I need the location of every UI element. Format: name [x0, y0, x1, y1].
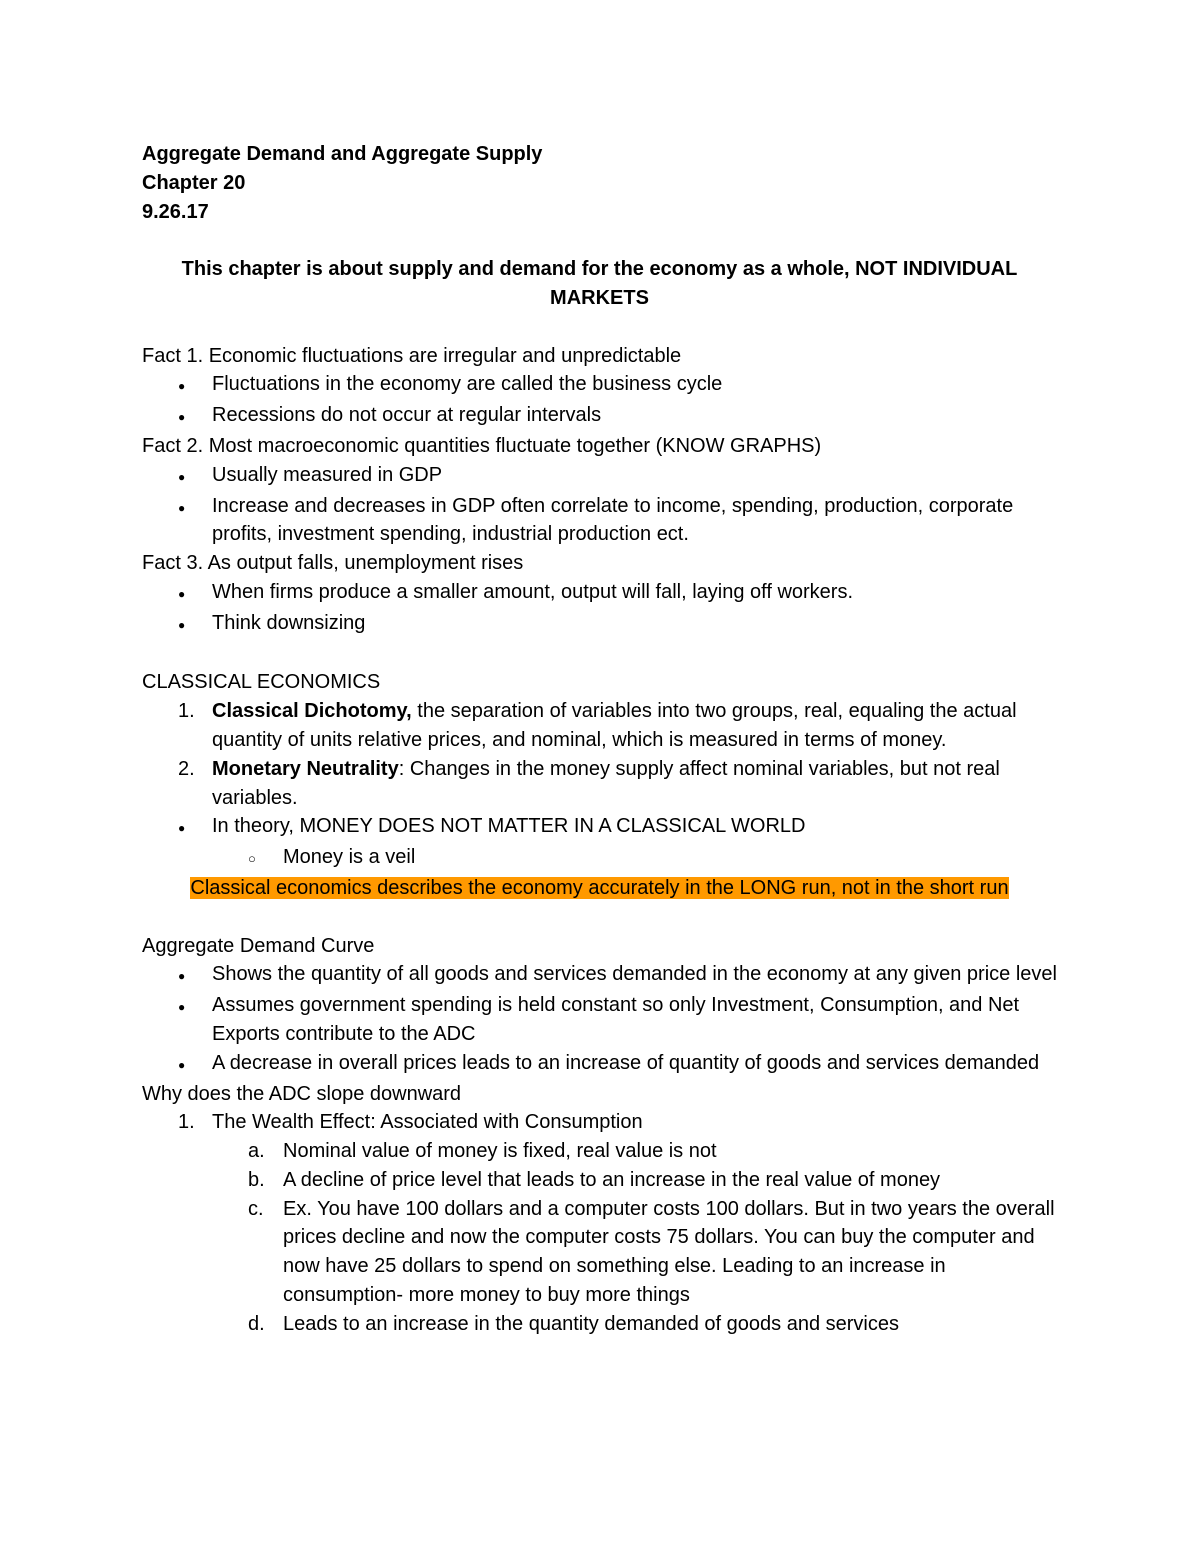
fact-1-bullet-2-text: Recessions do not occur at regular intervals [212, 404, 602, 427]
bullet-icon: ● [178, 617, 186, 632]
classical-item-1-text [212, 697, 1057, 755]
classical-item-2-definition: : Changes in the money supply affect nominal variables, but not real variables. [212, 757, 1000, 809]
highlighted-text: Classical economics describes the economy accurately in the LONG run, not in the short run [190, 876, 1009, 899]
fact-1-bullet-1 [142, 370, 1057, 401]
classical-item-1-definition: the separation of variables into two groups, real, equaling the actual quantity of units relative prices, and nominal, which is measured in terms of money. [212, 700, 1017, 751]
bullet-icon: ● [178, 969, 186, 984]
bullet-icon: ● [178, 469, 186, 484]
classical-sub-bullet-text: Money is a veil [283, 846, 416, 869]
fact-2-bullet-2-text: Increase and decreases in GDP often correlate to income, spending, production, corporate profits, investment spending, industrial production ect. [212, 494, 1014, 546]
fact-2-label: Fact 2. Most macroeconomic quantities fluctuate together (KNOW GRAPHS) [142, 434, 822, 457]
classical-item-2-term: Monetary Neutrality [212, 757, 399, 780]
fact-3-label: Fact 3. As output falls, unemployment rises [142, 552, 524, 575]
classical-item-1-term: Classical Dichotomy, [212, 700, 412, 723]
adc-bullet-1 [142, 960, 1057, 991]
wealth-effect-sub-b-text: A decline of price level that leads to an increase in the real value of money [283, 1168, 941, 1191]
classical-item-1 [142, 697, 1057, 755]
blank-line [142, 313, 1057, 342]
wealth-effect-sub-c-text: Ex. You have 100 dollars and a computer costs 100 dollars. But in two years the overall prices decline and now the computer costs 75 dollars. You can buy the computer and now have 25 dollars to spend on something else. Leading to an increase in consumption- more money to buy more things [283, 1197, 1055, 1307]
fact-2-bullet-2 [142, 492, 1057, 550]
wealth-effect-label: The Wealth Effect: Associated with Consumption [212, 1111, 643, 1134]
list-number: 1. [178, 700, 195, 723]
adc-bullet-3-text: A decrease in overall prices leads to an increase of quantity of goods and services demanded [212, 1051, 1040, 1074]
fact-3-bullet-2-text: Think downsizing [212, 611, 366, 634]
adc-why-heading: Why does the ADC slope downward [142, 1082, 462, 1105]
wealth-effect-sub-d-text: Leads to an increase in the quantity demanded of goods and services [283, 1312, 899, 1335]
bullet-icon: ● [178, 379, 186, 394]
fact-1-bullet-1-text: Fluctuations in the economy are called the business cycle [212, 373, 723, 396]
list-letter: d. [248, 1312, 265, 1335]
list-number: 1. [178, 1111, 195, 1134]
bullet-icon: ● [178, 1057, 186, 1072]
bullet-icon: ● [178, 410, 186, 425]
bullet-icon: ● [178, 821, 186, 836]
wealth-effect-sub-b [142, 1166, 1057, 1195]
hollow-bullet-icon: ○ [248, 851, 256, 867]
adc-bullet-2-text: Assumes government spending is held constant so only Investment, Consumption, and Net Exports contribute to the ADC [212, 994, 1020, 1045]
blank-line [142, 903, 1057, 932]
adc-bullet-3 [142, 1049, 1057, 1080]
classical-item-2-text [212, 755, 1057, 813]
fact-1-bullet-2 [142, 401, 1057, 432]
bullet-icon: ● [178, 586, 186, 601]
adc-heading: Aggregate Demand Curve [142, 934, 375, 957]
doc-title: Aggregate Demand and Aggregate Supply [142, 143, 543, 165]
list-number: 2. [178, 757, 195, 780]
adc-bullet-1-text: Shows the quantity of all goods and services demanded in the economy at any given price level [212, 963, 1057, 986]
bullet-icon: ● [178, 500, 186, 515]
fact-3-bullet-2 [142, 609, 1057, 640]
wealth-effect-sub-d [142, 1310, 1057, 1339]
list-letter: a. [248, 1140, 265, 1163]
fact-2-bullet-1-text: Usually measured in GDP [212, 463, 443, 486]
classical-bullet-text: In theory, MONEY DOES NOT MATTER IN A CLASSICAL WORLD [212, 815, 806, 838]
classical-bullet [142, 812, 1057, 843]
blank-line [142, 640, 1057, 669]
fact-3-bullet-1 [142, 578, 1057, 609]
fact-1-label: Fact 1. Economic fluctuations are irregular and unpredictable [142, 344, 682, 367]
adc-bullet-2 [142, 991, 1057, 1049]
wealth-effect-item [142, 1108, 1057, 1137]
classical-sub-bullet [142, 843, 1057, 874]
doc-chapter: Chapter 20 [142, 171, 246, 194]
doc-date: 9.26.17 [142, 200, 209, 223]
blank-line [142, 226, 1057, 255]
classical-heading: CLASSICAL ECONOMICS [142, 671, 381, 694]
wealth-effect-sub-a [142, 1137, 1057, 1166]
list-letter: c. [248, 1197, 264, 1220]
highlighted-line [142, 874, 1057, 903]
classical-item-2 [142, 755, 1057, 813]
fact-2-bullet-1 [142, 461, 1057, 492]
bullet-icon: ● [178, 1000, 186, 1015]
fact-3-bullet-1-text: When firms produce a smaller amount, output will fall, laying off workers. [212, 580, 854, 603]
list-letter: b. [248, 1168, 265, 1191]
wealth-effect-sub-a-text: Nominal value of money is fixed, real value is not [283, 1140, 717, 1163]
intro-statement: This chapter is about supply and demand for the economy as a whole, NOT INDIVIDUAL MARKETS [181, 258, 1018, 309]
wealth-effect-sub-c [142, 1195, 1057, 1310]
